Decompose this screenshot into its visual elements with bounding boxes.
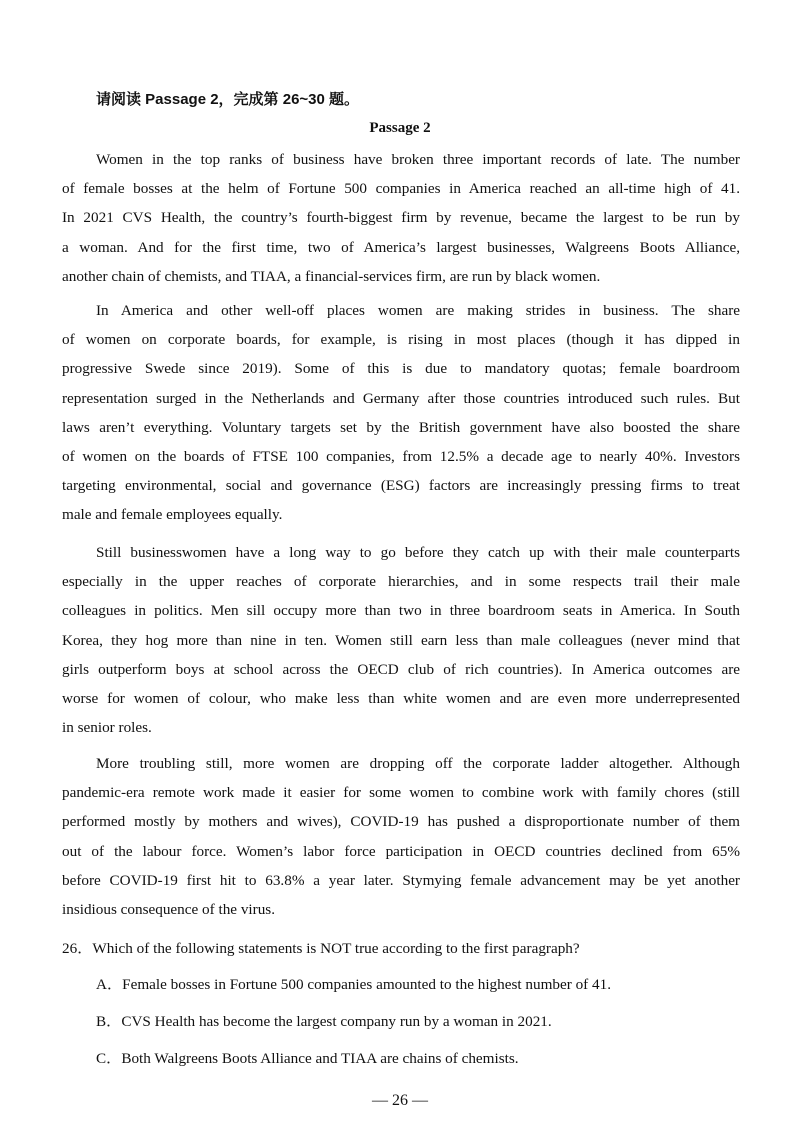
text-line: male and female employees equally. bbox=[62, 506, 283, 524]
text-line: Still businesswomen have a long way to go before they catch up with their male counterparts bbox=[96, 544, 740, 561]
text-line: Women in the top ranks of business have broken three important records of late. The number bbox=[96, 151, 740, 168]
text-line: a woman. And for the first time, two of America’s largest businesses, Walgreens Boots Alliance, bbox=[62, 238, 740, 256]
text-line: of women on the boards of FTSE 100 companies, from 12.5% a decade age to nearly 40%. Investors bbox=[62, 447, 740, 465]
text-line: laws aren’t everything. Voluntary targets set by the British government have also boosted the share bbox=[62, 418, 740, 436]
option-b: B．CVS Health has become the largest company run by a woman in 2021. bbox=[96, 1013, 552, 1030]
text-line: More troubling still, more women are dropping off the corporate ladder altogether. Although bbox=[96, 755, 740, 772]
question-26-stem: 26．Which of the following statements is NOT true according to the first paragraph? bbox=[62, 940, 580, 957]
text-line: performed mostly by mothers and wives), COVID-19 has pushed a disproportionate number of them bbox=[62, 813, 740, 831]
text-line: of female bosses at the helm of Fortune 500 companies in America reached an all-time high of 41. bbox=[62, 180, 740, 198]
text-line: worse for women of colour, who make less than white women and are even more underrepresented bbox=[62, 689, 740, 707]
text-line: representation surged in the Netherlands and Germany after those countries introduced such rules. But bbox=[62, 389, 740, 407]
passage-title: Passage 2 bbox=[369, 120, 431, 136]
text-line: another chain of chemists, and TIAA, a financial-services firm, are run by black women. bbox=[62, 267, 601, 285]
paragraph-1 bbox=[62, 145, 740, 291]
text-line: In America and other well-off places women are making strides in business. The share bbox=[96, 302, 740, 319]
text-line: pandemic-era remote work made it easier for some women to combine work with family chores (still bbox=[62, 784, 740, 802]
text-line: insidious consequence of the virus. bbox=[62, 900, 276, 918]
text-line: out of the labour force. Women’s labor force participation in OECD countries declined from 65% bbox=[62, 842, 740, 860]
option-c: C．Both Walgreens Boots Alliance and TIAA are chains of chemists. bbox=[96, 1050, 519, 1067]
text-line: especially in the upper reaches of corporate hierarchies, and in some respects trail their male bbox=[62, 573, 740, 591]
instruction: 请阅读 Passage 2，完成第 26~30 题。 bbox=[96, 91, 360, 108]
paragraph-3 bbox=[62, 538, 740, 742]
option-a: A．Female bosses in Fortune 500 companies amounted to the highest number of 41. bbox=[96, 976, 612, 993]
text-line: girls outperform boys at school across the OECD club of rich countries). In America outcomes are bbox=[62, 660, 740, 678]
text-line: progressive Swede since 2019). Some of this is due to mandatory quotas; female boardroom bbox=[62, 360, 740, 378]
paragraph-4 bbox=[62, 749, 740, 924]
page-number: — 26 — bbox=[372, 1092, 428, 1109]
text-line: of women on corporate boards, for example, is rising in most places (though it has dipped in bbox=[62, 331, 740, 349]
text-line: In 2021 CVS Health, the country’s fourth-biggest firm by revenue, became the largest to be run by bbox=[62, 209, 740, 227]
paragraph-2 bbox=[62, 296, 740, 530]
text-line: Korea, they hog more than nine in ten. Women still earn less than male colleagues (never mind that bbox=[62, 631, 740, 649]
text-line: in senior roles. bbox=[62, 719, 152, 737]
text-line: before COVID-19 first hit to 63.8% a year later. Stymying female advancement may be yet another bbox=[62, 871, 740, 889]
text-line: targeting environmental, social and governance (ESG) factors are increasingly pressing firms to treat bbox=[62, 477, 740, 495]
text-line: colleagues in politics. Men sill occupy more than two in three boardroom seats in America. In South bbox=[62, 602, 740, 620]
